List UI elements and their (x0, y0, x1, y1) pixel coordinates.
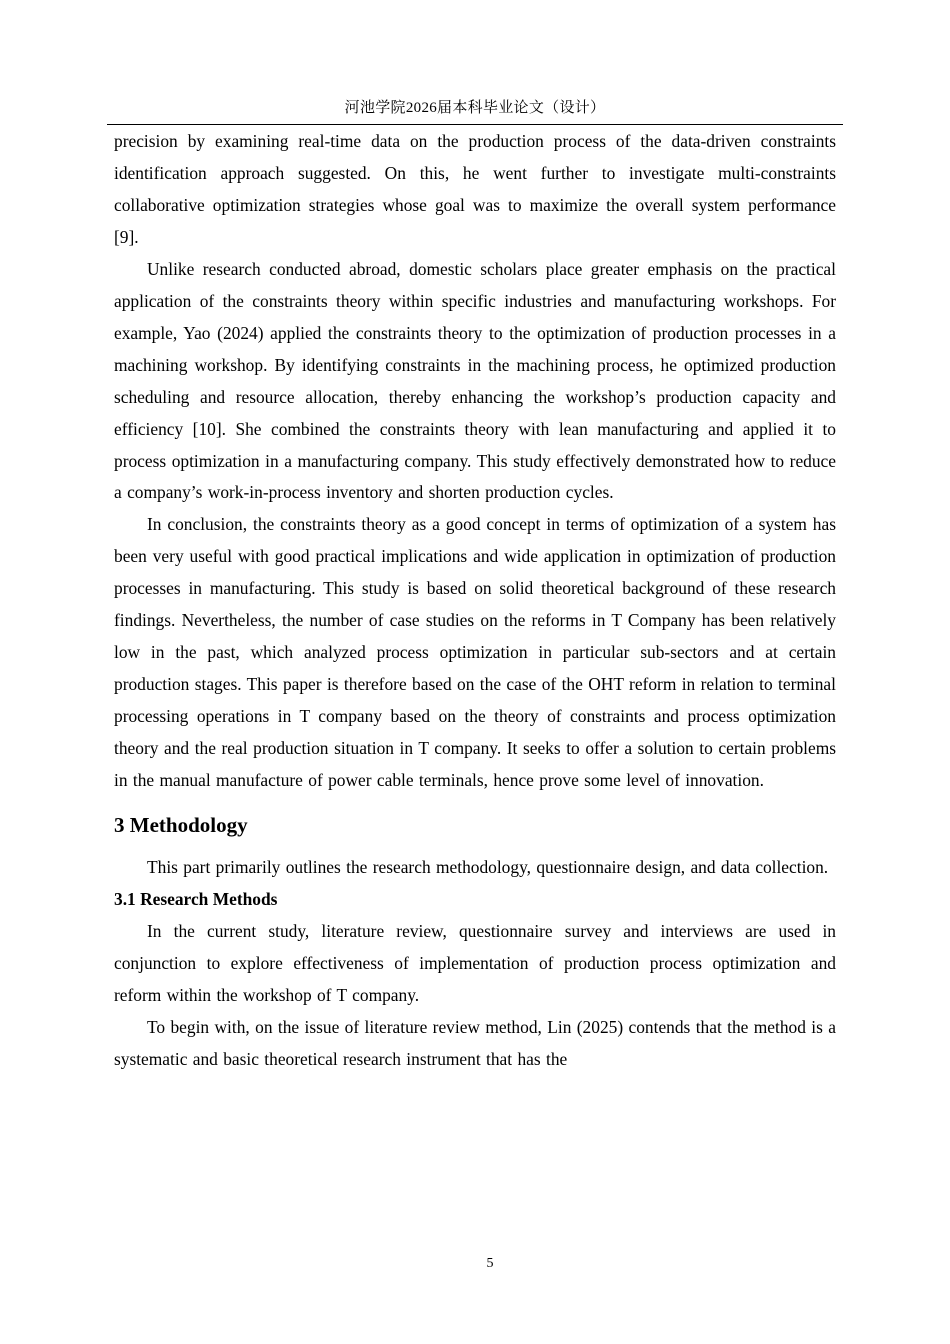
page-body (114, 126, 836, 1076)
body-paragraph: precision by examining real-time data on the production process of the data-driven constraints identification approach suggested. On this, he went further to investigate multi-constraints collaborative optimization strategies whose goal was to maximize the overall system performance [9]. (114, 131, 836, 247)
body-paragraph: Unlike research conducted abroad, domestic scholars place greater emphasis on the practical application of the constraints theory within specific industries and manufacturing workshops. For example, Yao (2024) applied the constraints theory to the optimization of production processes in a machining workshop. By identifying constraints in the machining process, he optimized production scheduling and resource allocation, thereby enhancing the workshop’s production capacity and efficiency [10]. She combined the constraints theory with lean manufacturing and applied it to process optimization in a manufacturing company. This study effectively demonstrated how to reduce a company’s work-in-process inventory and shorten production cycles. (114, 258, 836, 503)
header-divider (107, 124, 843, 125)
section-heading: 3 Methodology (114, 813, 248, 838)
running-header: 河池学院2026届本科毕业论文（设计） (344, 100, 606, 116)
subsection-heading: 3.1 Research Methods (114, 888, 278, 909)
body-paragraph: To begin with, on the issue of literature review method, Lin (2025) contends that the method is a systematic and basic theoretical research instrument that has the (114, 1016, 836, 1069)
page-number: 5 (486, 1256, 494, 1271)
body-paragraph: In the current study, literature review, questionnaire survey and interviews are used in conjunction to explore effectiveness of implementation of production process optimization and reform within the workshop of T company. (114, 920, 836, 1005)
body-paragraph: In conclusion, the constraints theory as a good concept in terms of optimization of a system has been very useful with good practical implications and wide application in optimization of production processes in manufacturing. This study is based on solid theoretical background of these research findings. Nevertheless, the number of case studies on the reforms in T Company has been relatively low in the past, which analyzed process optimization in particular sub-sectors and at certain production stages. This paper is therefore based on the case of the OHT reform in relation to terminal processing operations in T company based on the theory of constraints and process optimization theory and the real production situation in T company. It seeks to offer a solution to certain problems in the manual manufacture of power cable terminals, hence prove some level of innovation. (114, 514, 836, 791)
body-paragraph: This part primarily outlines the research methodology, questionnaire design, and data collection. (147, 857, 829, 878)
